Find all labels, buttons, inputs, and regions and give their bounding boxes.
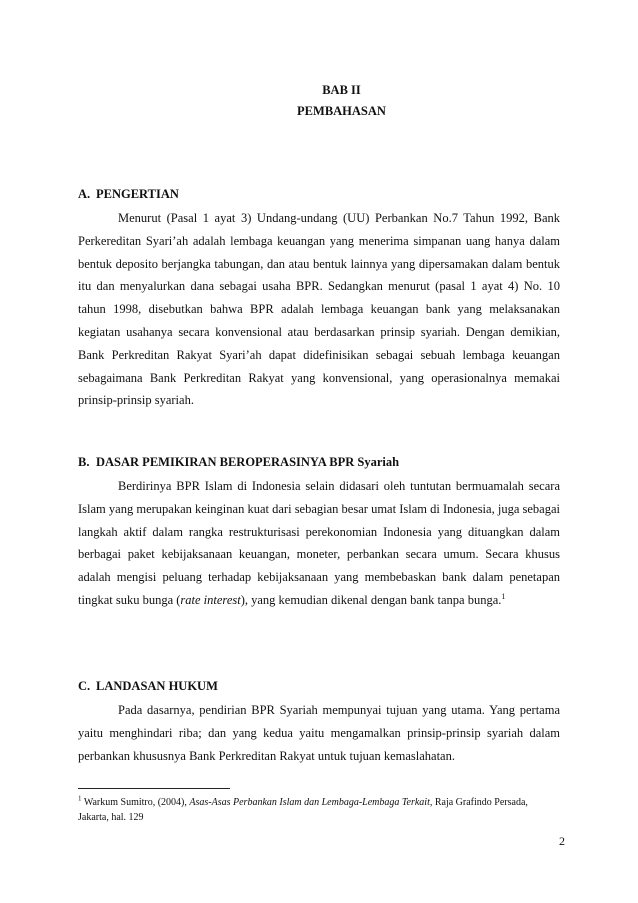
chapter-heading — [0, 80, 638, 122]
section-landasan-hukum — [78, 677, 560, 767]
footnote — [78, 795, 548, 825]
section-letter: C. — [78, 679, 91, 693]
section-pengertian — [78, 185, 560, 412]
section-dasar-pemikiran — [78, 453, 560, 612]
section-title: DASAR PEMIKIRAN BEROPERASINYA BPR — [96, 455, 355, 469]
chapter-title: PEMBAHASAN — [297, 104, 386, 118]
section-paragraph — [78, 475, 560, 612]
section-letter: A. — [78, 187, 91, 201]
section-title: PENGERTIAN — [96, 187, 179, 201]
section-letter: B. — [78, 455, 90, 469]
section-heading — [78, 677, 560, 695]
footnote-author: Warkum Sumitro, (2004), — [81, 797, 190, 808]
page-number: 2 — [559, 834, 565, 848]
paragraph-text: Berdirinya BPR Islam di Indonesia selain didasari oleh tuntutan bermuamalah secara Islam yang merupakan keinginan kuat dari sebagian besar umat Islam di Indonesia, juga sebagai langkah aktif dalam rangka restrukturisasi perekonomian Indonesia yang dituangkan dalam berbagai paket kebijaksanaan keuangan, moneter, perbankan secara umum. Secara khusus adalah mengisi peluang terhadap kebijaksanaan yang membebaskan bank dalam penetapan tingkat suku bunga ( — [78, 479, 560, 607]
footnote-number: 1 — [78, 794, 82, 803]
footnote-divider — [78, 788, 230, 789]
section-paragraph: Menurut (Pasal 1 ayat 3) Undang-undang (UU) Perbankan No.7 Tahun 1992, Bank Perkereditan Syari’ah adalah lembaga keuangan yang menerima simpanan uang hanya dalam bentuk deposito berjangka tabungan, dan atau bentuk lainnya yang dipersamakan dalam bentuk itu dan menyalurkan dana sebagai usaha BPR. Sedangkan menurut (pasal 1 ayat 4) No. 10 tahun 1998, disebutkan bahwa BPR adalah lembaga keuangan bank yang melaksanakan kegiatan usahanya secara konvensional atau berdasarkan prinsip syariah. Dengan demikian, Bank Perkreditan Rakyat Syari’ah dapat didefinisikan sebagai sebuah lembaga keuangan sebagaimana Bank Perkreditan Rakyat yang konvensional, yang operasionalnya memakai prinsip-prinsip syariah. — [78, 211, 560, 408]
italic-term: rate interest — [180, 592, 241, 607]
section-heading — [78, 185, 560, 203]
paragraph-text-end: ), yang kemudian dikenal dengan bank tanpa bunga. — [240, 592, 502, 607]
section-paragraph: Pada dasarnya, pendirian BPR Syariah mempunyai tujuan yang utama. Yang pertama yaitu menghindari riba; dan yang kedua yaitu mengamalkan prinsip-prinsip syariah dalam perbankan khususnya Bank Perkreditan Rakyat untuk tujuan kemaslahatan. — [78, 703, 560, 763]
footnote-reference[interactable]: 1 — [501, 591, 506, 601]
section-title: LANDASAN HUKUM — [96, 679, 218, 693]
chapter-number: BAB II — [322, 83, 361, 97]
footnote-book-title: Asas-Asas Perbankan Islam dan Lembaga-Lembaga Terkait, — [189, 797, 433, 808]
section-title-suffix: Syariah — [354, 455, 400, 469]
footnote-publisher: Raja Grafindo Persada, Jakarta, hal. 129 — [78, 797, 528, 823]
section-heading — [78, 453, 560, 471]
